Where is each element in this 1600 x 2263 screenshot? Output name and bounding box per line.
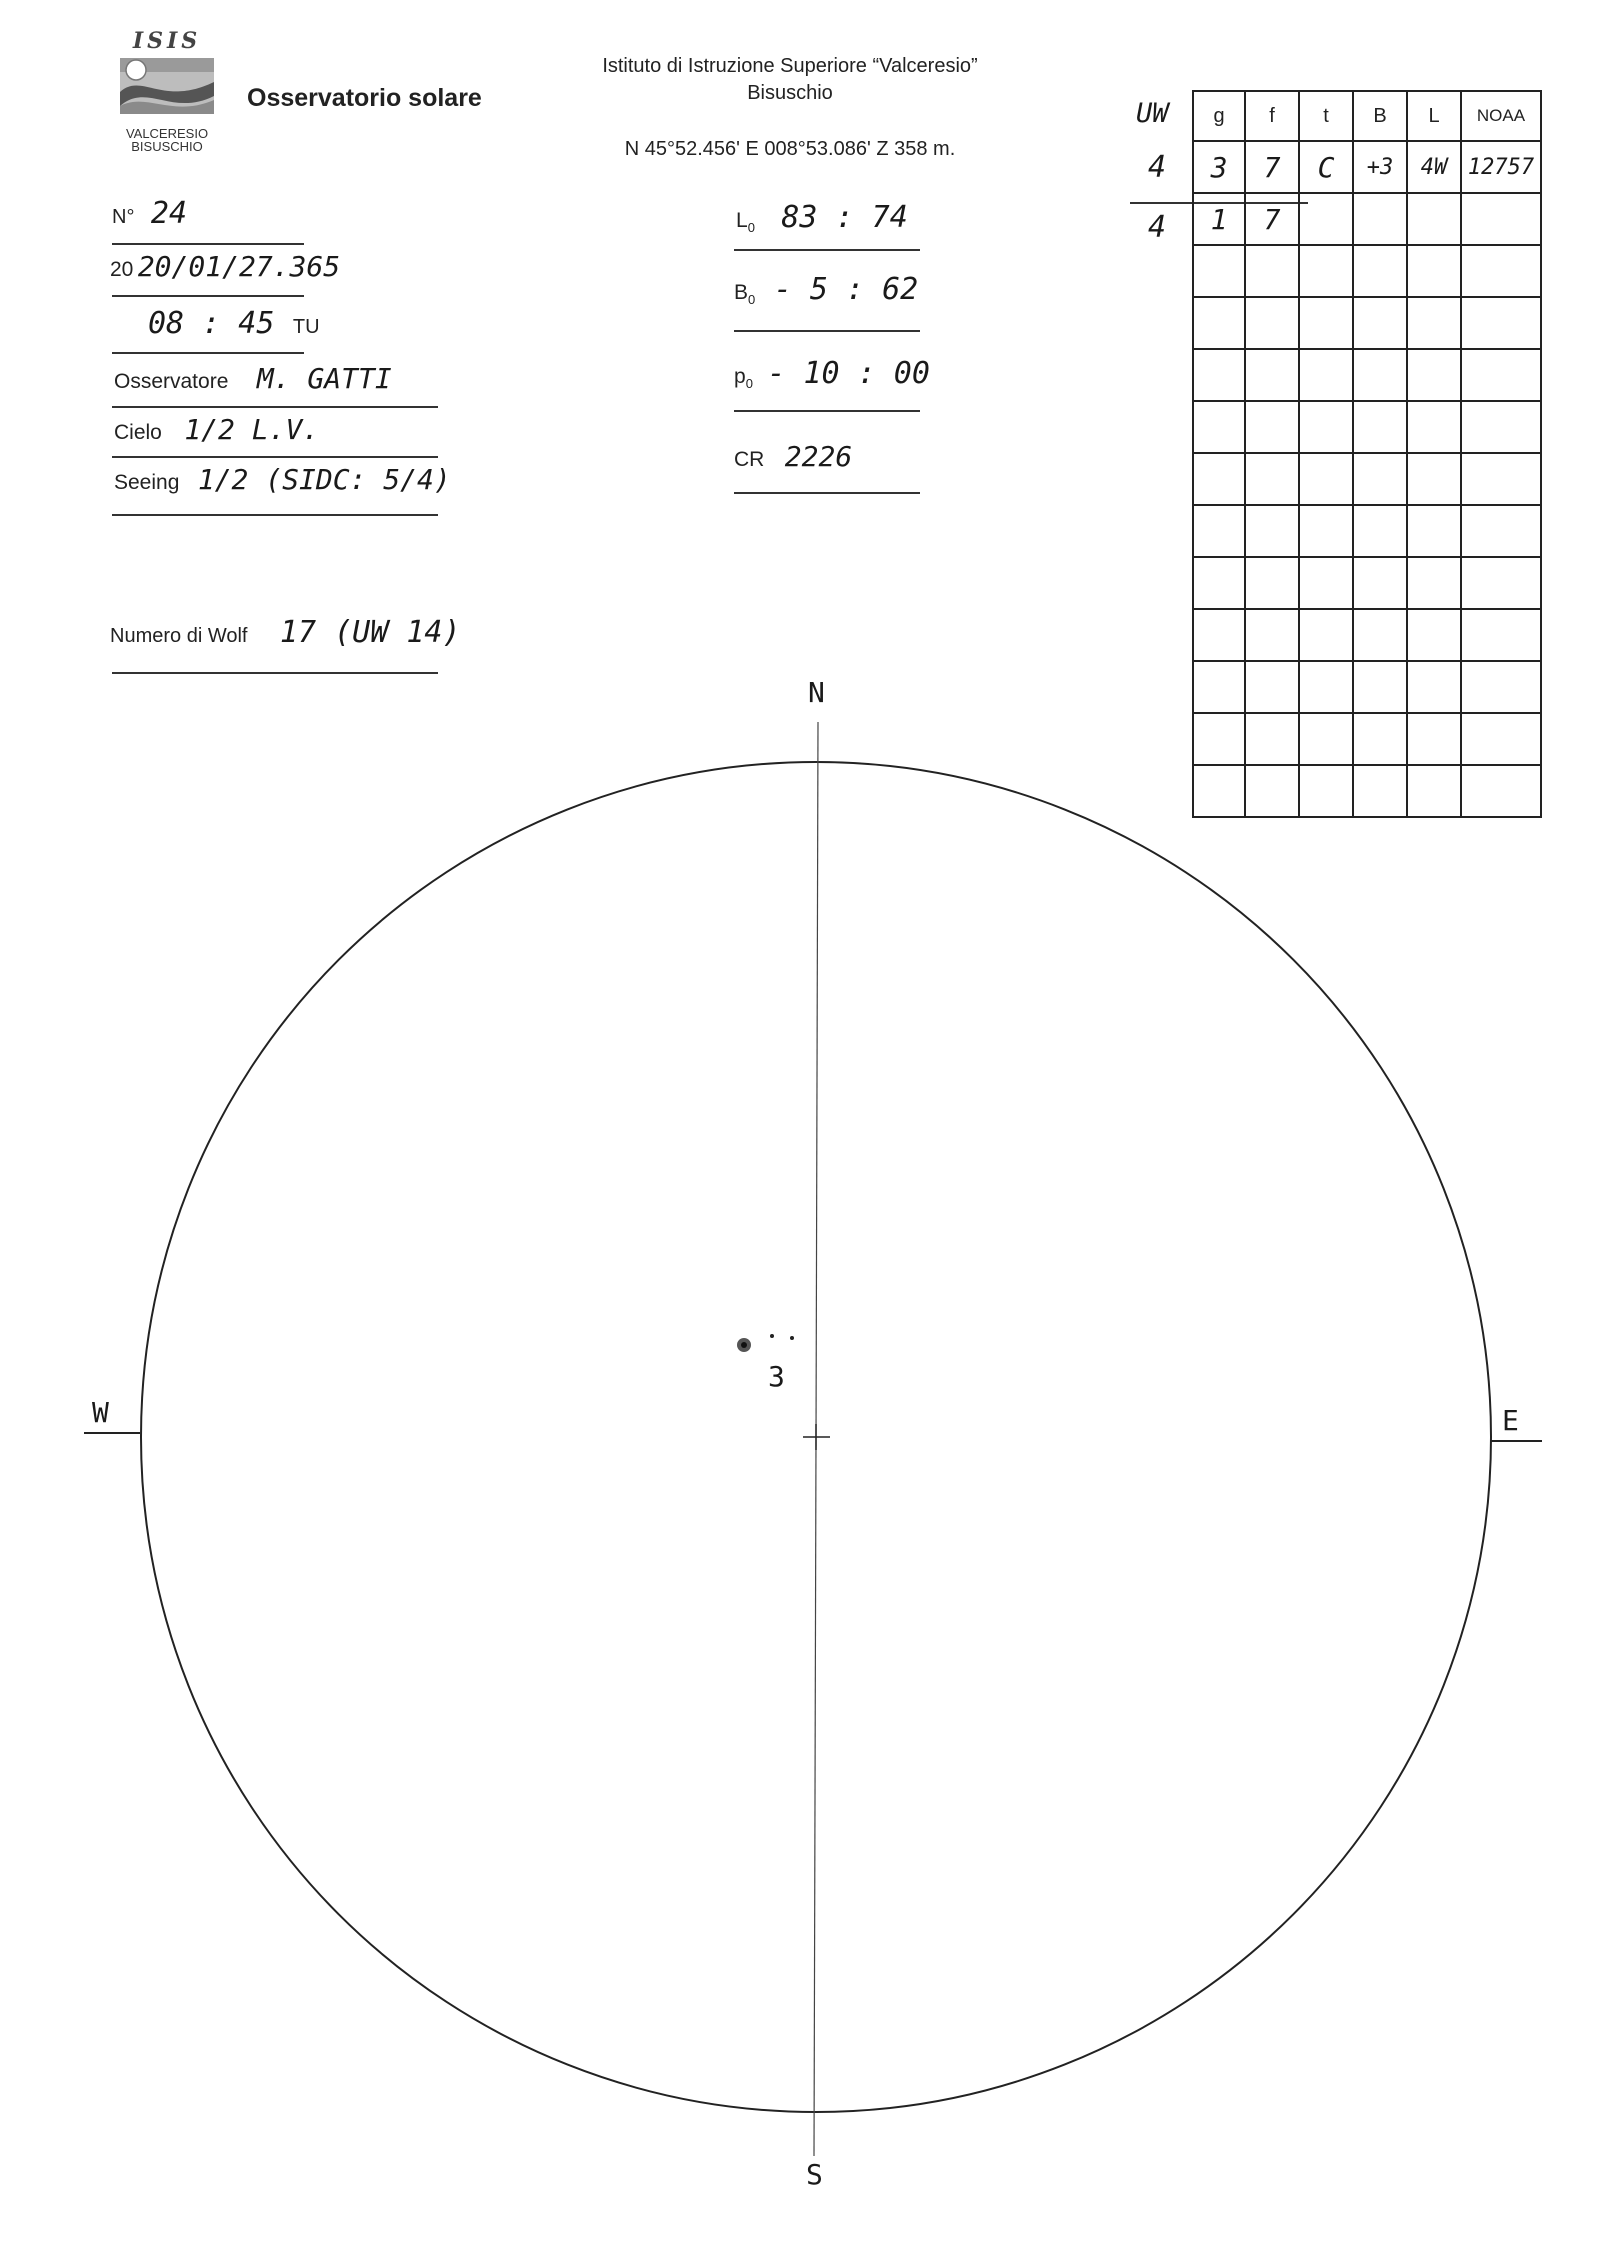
- label-south: S: [806, 2158, 823, 2191]
- col-header-noaa: NOAA: [1461, 91, 1541, 141]
- logo-wordmark: ISIS: [132, 28, 202, 54]
- col-header-b: B: [1353, 91, 1407, 141]
- cell-t: C: [1299, 141, 1353, 193]
- time-label: TU: [292, 316, 320, 338]
- uw-row-2: 4: [1148, 210, 1167, 245]
- cell-b: +3: [1353, 141, 1407, 193]
- col-header-f: f: [1245, 91, 1299, 141]
- sky-label: Cielo: [114, 421, 162, 444]
- sunspot-small: [770, 1334, 774, 1338]
- logo-line-2: BISUSCHIO: [131, 139, 203, 154]
- seeing-label: Seeing: [114, 471, 180, 494]
- institute-name: Istituto di Istruzione Superiore “Valceresio”: [602, 55, 978, 77]
- cr-label: CR: [734, 448, 765, 471]
- cell-g: 1: [1193, 193, 1245, 245]
- sunspot-small: [790, 1336, 794, 1340]
- observatory-title: Osservatorio solare: [247, 84, 482, 112]
- l0-value: 83 : 74: [781, 200, 908, 235]
- cell-f: 7: [1245, 141, 1299, 193]
- time-value: 08 : 45: [148, 306, 275, 341]
- uw-row-1: 4: [1148, 150, 1167, 185]
- col-header-l: L: [1407, 91, 1461, 141]
- observer-label: Osservatore: [114, 370, 229, 393]
- label-north: N: [808, 676, 825, 709]
- label-east: E: [1502, 1404, 1519, 1437]
- col-header-g: g: [1193, 91, 1245, 141]
- logo-line-1: VALCERESIO: [125, 126, 209, 141]
- wolf-value: 17 (UW 14): [279, 615, 461, 650]
- observatory-coordinates: N 45°52.456' E 008°53.086' Z 358 m.: [624, 138, 956, 160]
- sunspot-group-3: [737, 1334, 794, 1352]
- p0-value: - 10 : 00: [767, 356, 930, 391]
- cell-noaa: 12757: [1461, 141, 1541, 193]
- cell-l: 4W: [1407, 141, 1461, 193]
- b0-value: - 5 : 62: [773, 272, 919, 307]
- date-prefix: 20: [110, 258, 134, 281]
- b0-label: $B_0$: [734, 281, 756, 308]
- uw-header: UW: [1136, 98, 1169, 129]
- observer-value: M. GATTI: [256, 362, 392, 395]
- col-header-t: t: [1299, 91, 1353, 141]
- cell-f: 7: [1245, 193, 1299, 245]
- label-west: W: [92, 1396, 109, 1429]
- institute-town: Bisuschio: [747, 82, 833, 104]
- cr-value: 2226: [784, 440, 853, 473]
- cell-g: 3: [1193, 141, 1245, 193]
- p0-label: $p_0$: [734, 365, 753, 392]
- date-value: 20/01/27.365: [137, 250, 341, 283]
- number-value: 24: [150, 196, 188, 231]
- sunspot-group-label: 3: [768, 1360, 785, 1393]
- seeing-value: 1/2 (SIDC: 5/4): [197, 463, 451, 496]
- sky-value: 1/2 L.V.: [184, 413, 320, 446]
- number-label: N°: [112, 206, 135, 228]
- wolf-label: Numero di Wolf: [110, 625, 248, 647]
- l0-label: $L_0$: [736, 209, 755, 236]
